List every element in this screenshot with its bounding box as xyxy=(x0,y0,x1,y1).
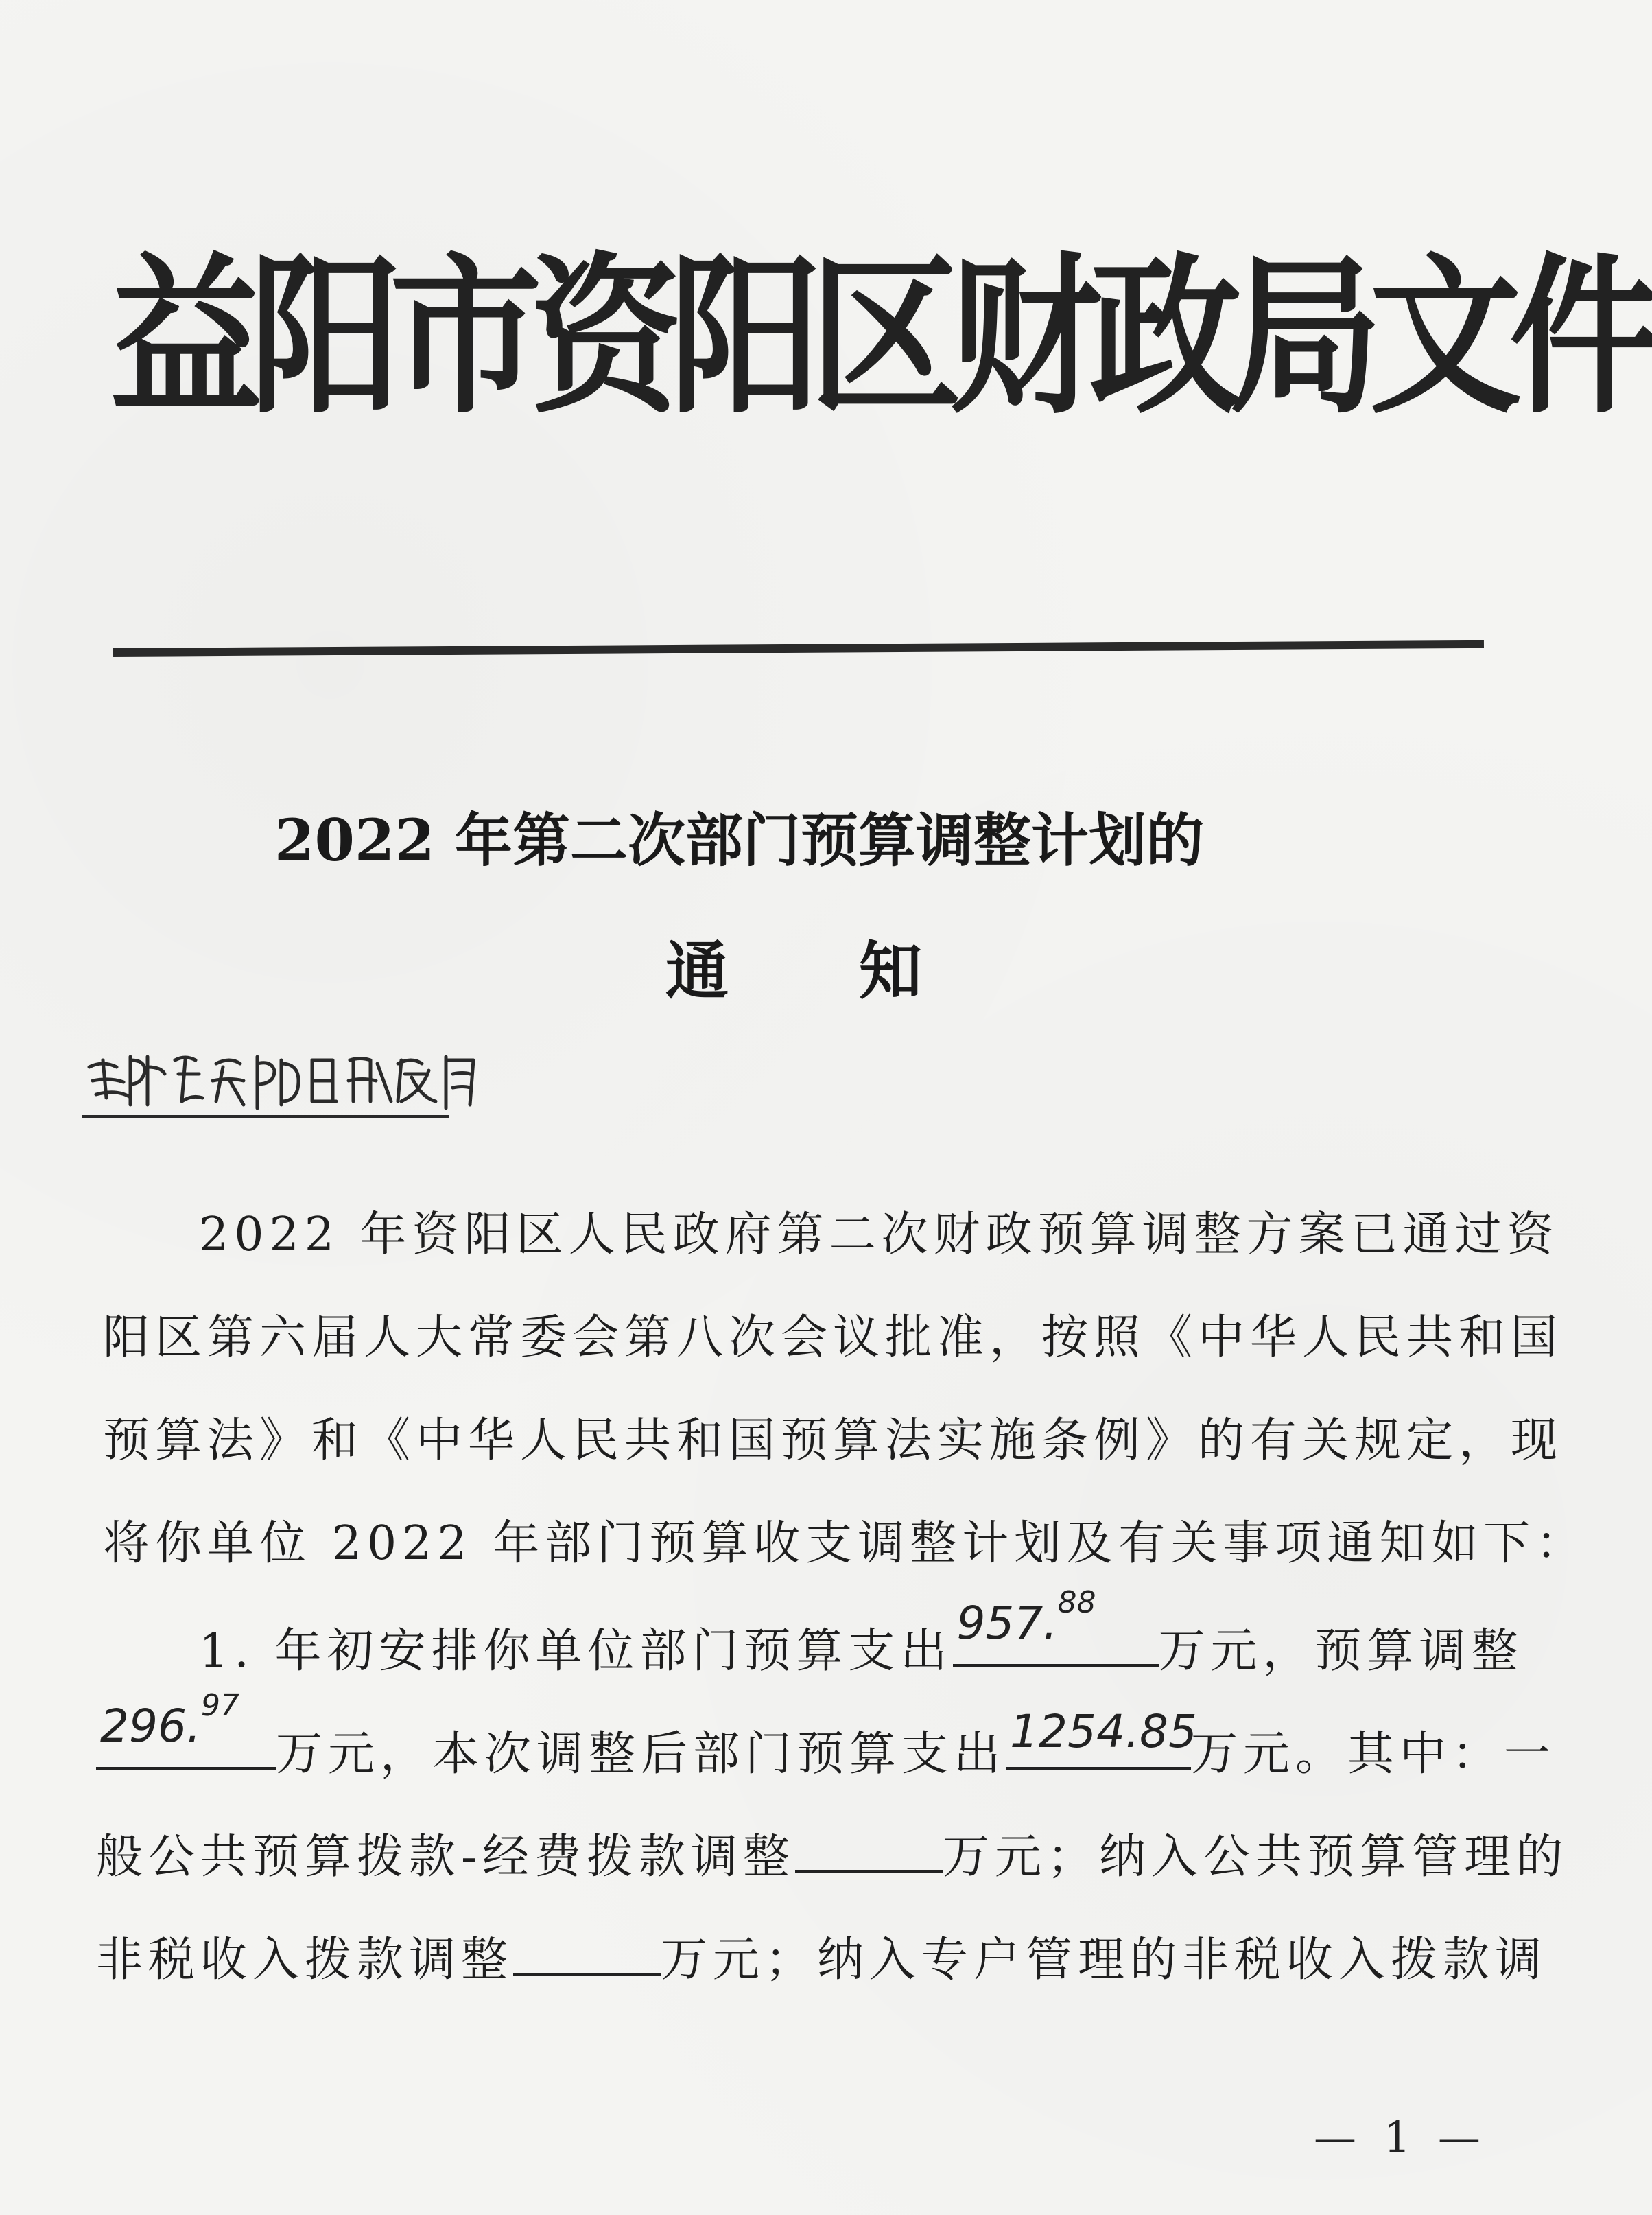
paragraph-2-line-1-text-a: 1. 年初安排你单位部门预算支出 xyxy=(199,1624,953,1678)
document-title-line-2: 通知 xyxy=(665,934,1052,1008)
paragraph-2-line-4 xyxy=(96,1925,1547,1991)
handwritten-addressee xyxy=(82,1040,508,1122)
initial-budget-fill-blank xyxy=(953,1585,1159,1667)
adjusted-budget-fill-blank xyxy=(1006,1705,1197,1770)
paragraph-2-line-4-text-a: 非税收入拨款调整 xyxy=(96,1933,514,1987)
header-divider-line xyxy=(113,640,1484,657)
adjustment-handwritten-value xyxy=(100,1688,239,1763)
paragraph-2-line-3-text-a: 般公共预算拨款-经费拨款调整 xyxy=(96,1830,795,1884)
paragraph-1-line-2: 阳区第六届人大常委会第八次会议批准，按照《中华人民共和国 xyxy=(103,1311,1564,1365)
general-budget-fill-blank xyxy=(795,1822,943,1873)
adjustment-fill-blank xyxy=(96,1688,276,1770)
paragraph-2-line-2-text-a: 万元，本次调整后部门预算支出 xyxy=(276,1727,1006,1781)
paragraph-2-line-4-text-b: 万元；纳入专户管理的非税收入拨款调 xyxy=(661,1933,1548,1987)
adjustment-value-decimal: 97 xyxy=(200,1688,239,1723)
adjustment-value-main: 296. xyxy=(100,1700,201,1753)
adjusted-budget-handwritten-value: 1254.85 xyxy=(1010,1705,1197,1758)
paragraph-1-line-4: 将你单位 2022 年部门预算收支调整计划及有关事项通知如下： xyxy=(103,1516,1588,1571)
initial-budget-handwritten-value xyxy=(956,1585,1096,1660)
paragraph-2-line-2 xyxy=(96,1688,1557,1785)
paragraph-2-line-3 xyxy=(96,1822,1568,1888)
paragraph-1-line-3: 预算法》和《中华人民共和国预算法实施条例》的有关规定，现 xyxy=(103,1414,1564,1468)
initial-budget-value-decimal: 88 xyxy=(1057,1585,1096,1620)
paragraph-1-line-1: 2022 年资阳区人民政府第二次财政预算调整方案已通过资 xyxy=(199,1208,1559,1262)
paragraph-2-line-2-text-b: 万元。其中：一 xyxy=(1191,1727,1557,1781)
issuing-authority-header: 益阳市资阳区财政局文件 xyxy=(110,238,1649,437)
paragraph-2-line-1-text-b: 万元，预算调整 xyxy=(1158,1624,1524,1678)
document-title-line-1: 2022 年第二次部门预算调整计划的 xyxy=(274,806,1205,874)
paragraph-2-line-1 xyxy=(199,1585,1524,1683)
non-tax-revenue-fill-blank xyxy=(513,1925,661,1976)
handwritten-addressee-signature xyxy=(82,1040,508,1122)
initial-budget-value-main: 957. xyxy=(956,1597,1058,1650)
page-number: — 1 — xyxy=(1314,2112,1487,2162)
paragraph-2-line-3-text-b: 万元；纳入公共预算管理的 xyxy=(942,1830,1568,1884)
